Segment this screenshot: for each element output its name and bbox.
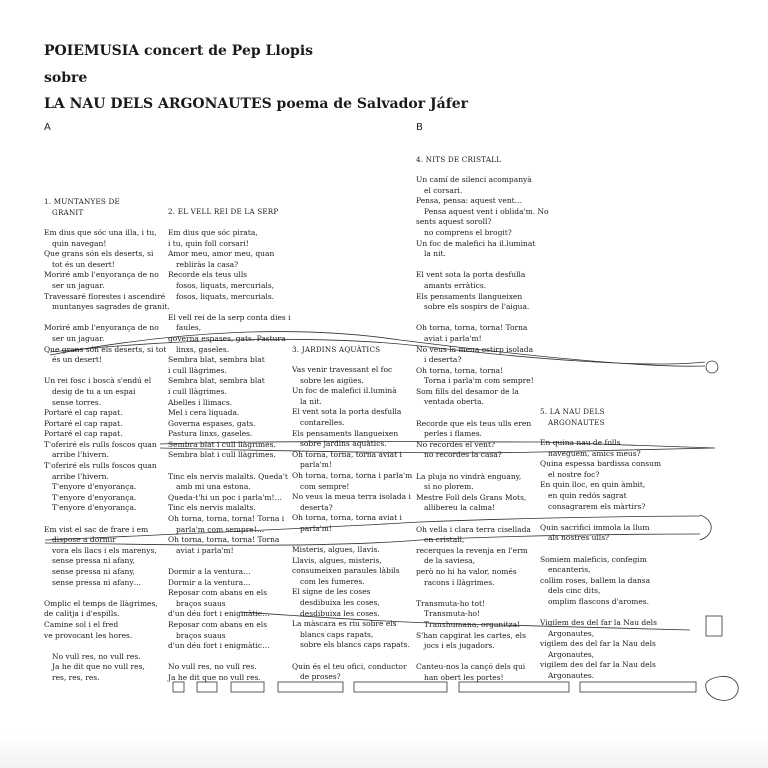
- poem-line: i cull llàgrimes.: [168, 386, 227, 396]
- poem-line: Omplic el temps de llàgrimes,: [44, 598, 158, 608]
- poem-line: Els pensaments llangueixen: [292, 428, 399, 438]
- poem-line: [168, 652, 291, 663]
- poem-line: En quina nau de folls: [540, 438, 621, 447]
- poem-line: Argonautes.: [548, 671, 595, 681]
- poem-line: governa espases, gats. Pastura: [168, 333, 286, 343]
- poem-line: als nostres ulls?: [548, 533, 610, 543]
- poem-line: Em vist el sac de frare i em: [44, 524, 149, 534]
- poem-line: [292, 651, 412, 662]
- poem-line: Quin sacrifici immola la llum: [540, 522, 650, 532]
- poem-line: naveguem, amics meus?: [548, 448, 641, 458]
- poem-line: [416, 652, 549, 663]
- section-4-title: 4. NITS DE CRISTALL: [416, 155, 502, 164]
- poem-line: arribe l'hivern.: [52, 471, 109, 481]
- poem-line: quin navegan!: [52, 238, 107, 248]
- poem-line: la nit.: [424, 249, 446, 259]
- section-1-title: 1. MUNTANYES DE GRANIT: [44, 197, 120, 217]
- poem-line: desdibuixa les coses,: [300, 598, 380, 608]
- poem-line: No vull res, no vull res.: [168, 662, 257, 672]
- poem-line: sobre els sospirs de l'aigua.: [424, 302, 530, 312]
- poem-line: fosos, liquats, mercurials,: [176, 280, 275, 290]
- poem-line: [44, 588, 170, 599]
- poem-line: [416, 588, 549, 599]
- poem-line: rebliràs la casa?: [176, 259, 239, 269]
- poem-line: han obert les portes!: [424, 672, 504, 682]
- poem-line: ser un jaguar.: [52, 280, 105, 290]
- poem-line: ventada oberta.: [424, 397, 484, 407]
- poem-line: parla'm!: [300, 460, 332, 470]
- poem-line: Misteris, algues, llavis.: [292, 545, 380, 555]
- poem-line: [540, 544, 661, 555]
- poem-line: Sembra blat i cull llàgrimes.: [168, 439, 276, 449]
- poem-line: Transhumana, organitza!: [424, 619, 521, 629]
- poem-line: [540, 608, 661, 619]
- shield-arc: [700, 515, 711, 540]
- poem-line: sobre els blancs caps rapats.: [300, 640, 410, 650]
- bottom-shadow: [0, 735, 768, 768]
- poem-line: collim roses, ballem la dansa: [540, 575, 651, 585]
- poem-line: aviat i parla'm!: [176, 545, 234, 555]
- poem-line: Oh torna, torna, torna aviat i: [292, 513, 402, 523]
- poem-line: [540, 512, 661, 523]
- poem-line: la nit.: [300, 396, 322, 406]
- poem-line: el nostre foc?: [548, 469, 600, 479]
- poem-line: vigilem des del far la Nau dels: [540, 660, 656, 670]
- poem-line: tot és un desert!: [52, 259, 115, 269]
- section-5-text: [540, 438, 661, 682]
- frame-5: [354, 682, 447, 692]
- poem-line: Pensa, pensa: aquest vent…: [416, 196, 523, 206]
- poem-line: sobre jardins aquàtics.: [300, 439, 387, 449]
- poem-line: Portaré el cap rapat.: [44, 408, 123, 418]
- poem-line: Que grans són els deserts, si tot: [44, 344, 167, 354]
- poem-line: racons i llàgrimes.: [424, 577, 495, 587]
- poem-line: T'oferiré els rulls foscos quan: [44, 461, 157, 471]
- poem-line: blancs caps rapats,: [300, 629, 374, 639]
- poem-line: dispose a dormir: [52, 535, 116, 545]
- poem-line: Em dius que sóc una illa, i tu,: [44, 228, 157, 237]
- poem-line: Dormir a la ventura…: [168, 577, 251, 587]
- poem-line: Sembra blat, sembra blat: [168, 376, 265, 386]
- poem-line: [44, 313, 170, 324]
- poem-line: No veus la meua terra isolada i: [292, 492, 411, 502]
- poem-line: Dormir a la ventura…: [168, 567, 251, 576]
- poem-line: Em dius que sóc pirata,: [168, 228, 258, 237]
- poem-line: [416, 260, 549, 271]
- poem-line: Els pensaments llangueixen: [416, 291, 523, 301]
- poem-line: és un desert!: [52, 355, 102, 365]
- poem-line: S'han capgirat les cartes, els: [416, 630, 526, 640]
- poem-line: El vell rei de la serp conta dies i: [168, 312, 291, 322]
- section-2-text: [168, 228, 291, 684]
- poem-line: Llavis, algues, misteris,: [292, 555, 382, 565]
- poem-line: deserta?: [300, 502, 333, 512]
- poem-line: Argonautes,: [548, 628, 595, 638]
- poem-line: Som fills del desamor de la: [416, 386, 519, 396]
- poem-line: Oh torna, torna, torna! Torna i: [168, 514, 285, 524]
- poem-line: si no plorem.: [424, 482, 474, 492]
- poem-line: i tu, quin foll corsari!: [168, 238, 249, 248]
- poem-line: El vent sota la porta desfulla: [416, 270, 526, 280]
- poem-line: desdibuixa les coses.: [300, 608, 380, 618]
- poem-line: el corsari.: [424, 185, 463, 195]
- poem-line: [168, 461, 291, 472]
- poem-line: sense pressa ni afany,: [52, 567, 135, 576]
- poem-line: [416, 313, 549, 324]
- poem-line: Oh torna, torna, torna! Torna: [168, 535, 280, 545]
- poem-line: braços suaus: [176, 630, 226, 640]
- poem-line: Travessaré florestes i ascendiré: [44, 291, 166, 301]
- poem-line: sense torres.: [52, 397, 102, 407]
- poem-line: Oh torna, torna, torna!: [416, 365, 504, 375]
- poem-line: consagrarem els màrtirs?: [548, 501, 646, 511]
- poem-line: El vent sota la porta desfulla: [292, 407, 402, 417]
- poem-line: La màscara es riu sobre els: [292, 619, 397, 629]
- poem-line: Un rei fosc i boscà s'endú el: [44, 376, 152, 386]
- frame-7: [580, 682, 696, 692]
- poem-line: No veus la meua estirp isolada: [416, 344, 534, 354]
- header-line-sobre: sobre: [44, 70, 88, 86]
- poem-line: faules,: [176, 323, 202, 333]
- poem-line: com les fumeres.: [300, 576, 365, 586]
- poem-line: Sembra blat i cull llàgrimes.: [168, 450, 276, 460]
- poem-line: Quin és el teu ofici, conductor: [292, 661, 407, 671]
- poem-line: Torna i parla'm com sempre!: [424, 376, 534, 386]
- poem-line: i cull llàgrimes.: [168, 365, 227, 375]
- poem-line: sense pressa ni afany…: [52, 577, 142, 587]
- poem-line: La pluja no vindrà enguany,: [416, 471, 522, 481]
- poem-line: [416, 461, 549, 472]
- poem-line: Camine sol i el fred: [44, 619, 119, 629]
- poem-line: [44, 641, 170, 652]
- poem-line: parla'm com sempre!…: [176, 524, 265, 534]
- poem-line: de calitja i d'espills.: [44, 609, 120, 619]
- side-b-label: B: [416, 122, 423, 133]
- section-3-title: 3. JARDINS AQUÀTICS: [292, 345, 381, 354]
- poem-line: T'enyore d'enyorança.: [52, 492, 137, 502]
- side-a-label: A: [44, 122, 51, 133]
- poem-line: jocs i els jugadors.: [424, 641, 495, 651]
- end-circle: [706, 361, 718, 373]
- poem-line: d'un déu fort i enigmàtic…: [168, 609, 270, 619]
- poem-line: [44, 366, 170, 377]
- poem-line: Pastura linxs, gaseles.: [168, 429, 253, 439]
- header-line-title: POIEMUSIA concert de Pep Llopis: [44, 43, 314, 59]
- poem-line: recerques la revenja en l'erm: [416, 545, 528, 555]
- section-2-title: 2. EL VELL REI DE LA SERP: [168, 207, 279, 216]
- poem-line: Mel i cera liquada.: [168, 408, 240, 418]
- poem-line: consumeixen paraules làbils: [292, 566, 400, 576]
- poem-line: fosos, liquats, mercurials.: [176, 291, 275, 301]
- poem-line: en quin redós sagrat: [548, 490, 627, 500]
- poem-line: com sempre!: [300, 481, 350, 491]
- poem-line: Que grans són els deserts, si: [44, 249, 154, 259]
- poem-line: Abelles i llimacs.: [168, 397, 233, 407]
- poem-line: i deserta?: [424, 355, 462, 365]
- poem-line: Tinc els nervis malalts.: [168, 503, 256, 513]
- poem-line: en cristall,: [424, 535, 465, 545]
- poem-line: Ja he dit que no vull res.: [168, 672, 261, 682]
- poem-line: Reposar com abans en els: [168, 619, 268, 629]
- section-4-text: [416, 175, 549, 684]
- poem-line: Un foc de malefici il.luminà: [292, 386, 397, 396]
- poem-line: sense pressa ni afany,: [52, 556, 135, 566]
- frame-6: [459, 682, 569, 692]
- poem-line: Vas venir travessant el foc: [292, 365, 393, 374]
- poem-line: Amor meu, amor meu, quan: [168, 249, 275, 259]
- poem-line: dels cinc dits,: [548, 586, 601, 596]
- poem-line: ve provocant les hores.: [44, 630, 133, 640]
- poem-line: perles i flames.: [424, 429, 482, 439]
- poem-line: T'enyore d'enyorança.: [52, 503, 137, 513]
- poem-line: En quin lloc, en quin àmbit,: [540, 480, 646, 490]
- poem-line: Queda-t'hi un poc i parla'm!…: [168, 492, 283, 502]
- poem-line: Un foc de malefici ha il.luminat: [416, 238, 536, 248]
- poem-line: desig de tu a un espai: [52, 386, 136, 396]
- poem-line: amb mi una estona.: [176, 482, 251, 492]
- poem-line: parla'm!: [300, 523, 332, 533]
- poem-line: Argonautes,: [548, 649, 595, 659]
- poem-line: Sembra blat, sembra blat: [168, 355, 265, 365]
- header-line-poem: LA NAU DELS ARGONAUTES poema de Salvador Jáfer: [44, 96, 468, 112]
- poem-line: Portaré el cap rapat.: [44, 429, 123, 439]
- poem-line: Vigilem des del far la Nau dels: [540, 618, 657, 628]
- section-1-text: [44, 228, 170, 684]
- poem-line: sobre les aigües.: [300, 375, 364, 385]
- poem-line: Recorde que els teus ulls eren: [416, 418, 532, 428]
- poem-line: Portaré el cap rapat.: [44, 418, 123, 428]
- poem-line: Un camí de silenci acompanyà: [416, 175, 532, 184]
- poem-line: Recorde els teus ulls: [168, 270, 248, 280]
- poem-line: arribe l'hivern.: [52, 450, 109, 460]
- poem-line: de proses?: [300, 672, 341, 682]
- box-small-right: [706, 616, 722, 636]
- poem-line: contarelles.: [300, 417, 345, 427]
- poem-line: aviat i parla'm!: [424, 333, 482, 343]
- poem-line: Governa espases, gats.: [168, 418, 256, 428]
- poem-line: Mestre Foll dels Grans Mots,: [416, 492, 527, 502]
- poem-line: Canteu-nos la cançó dels qui: [416, 662, 526, 672]
- poem-line: Moriré amb l'enyorança de no: [44, 323, 159, 333]
- poem-line: Ja he dit que no vull res,: [52, 662, 145, 672]
- poem-line: T'oferiré els rulls foscos quan: [44, 439, 157, 449]
- poem-line: Reposar com abans en els: [168, 588, 268, 598]
- poem-line: Moriré amb l'enyorança de no: [44, 270, 159, 280]
- poem-line: T'enyore d'enyorança.: [52, 482, 137, 492]
- poem-line: [416, 514, 549, 525]
- poem-line: braços suaus: [176, 598, 226, 608]
- blob-shape: [706, 676, 738, 700]
- poem-line: res, res, res.: [52, 672, 100, 682]
- poem-line: No recordes el vent?: [416, 439, 496, 449]
- poem-line: muntanyes sagrades de granit.: [52, 302, 170, 312]
- poem-line: ser un jaguar.: [52, 333, 105, 343]
- poem-line: Oh torna, torna, torna aviat i: [292, 449, 402, 459]
- section-3-text: [292, 365, 412, 683]
- poem-line: allibereu la calma!: [424, 503, 496, 513]
- poem-line: però no hi ha valor, només: [416, 566, 517, 576]
- poem-line: de la saviesa,: [424, 556, 475, 566]
- poem-line: encanteris,: [548, 565, 591, 575]
- section-5-title: 5. LA NAU DELS ARGONAUTES: [540, 407, 605, 427]
- poem-line: vora els llacs i els marenys,: [52, 545, 157, 555]
- poem-line: no comprens el brogit?: [424, 227, 512, 237]
- poem-line: no recordes la casa?: [424, 450, 502, 460]
- poem-line: Tinc els nervis malalts. Queda't: [168, 471, 288, 481]
- poem-line: Oh vella i clara terra cisellada: [416, 524, 531, 534]
- poem-line: Oh torna, torna, torna i parla'm: [292, 470, 413, 480]
- poem-line: [292, 535, 412, 546]
- poem-line: sents aquest soroll?: [416, 217, 492, 227]
- poem-line: Somiem maleficis, confegim: [540, 554, 647, 564]
- poem-line: amants erràtics.: [424, 280, 487, 290]
- poem-line: El signe de les coses: [292, 587, 371, 597]
- poem-line: Transmuta-ho!: [424, 609, 481, 619]
- poem-line: [44, 514, 170, 525]
- poem-line: vigilem des del far la Nau dels: [540, 639, 656, 649]
- poem-line: [168, 302, 291, 313]
- poem-line: omplim flascons d'aromes.: [548, 596, 650, 606]
- poem-line: [168, 556, 291, 567]
- poem-line: Pensa aquest vent i oblida'm. No: [424, 206, 549, 216]
- poem-line: d'un déu fort i enigmàtic…: [168, 641, 270, 651]
- poem-line: linxs, gaseles.: [176, 344, 230, 354]
- poem-line: Oh torna, torna, torna! Torna: [416, 323, 528, 333]
- poem-line: Transmuta-ho tot!: [416, 598, 485, 608]
- poem-line: Quina espessa bardissa consum: [540, 459, 662, 469]
- poem-line: [416, 408, 549, 419]
- poem-line: No vull res, no vull res.: [52, 651, 141, 661]
